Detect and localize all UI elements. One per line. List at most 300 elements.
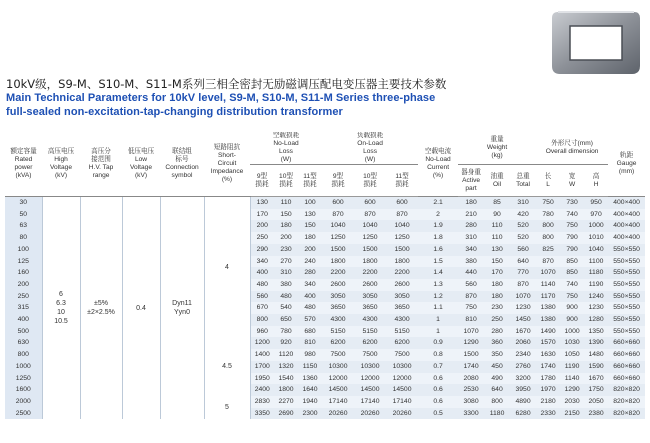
transformer-core-image — [548, 4, 644, 80]
header-line: 宽 — [568, 172, 576, 180]
cell-ol-s9: 17140 — [322, 396, 354, 408]
cell-dim-W: 750 — [560, 220, 584, 232]
cell-ol-s11: 870 — [386, 209, 418, 221]
header-line: 长 — [544, 172, 552, 180]
cell-weight-oil: 110 — [484, 232, 510, 244]
sub-ol-s10 — [354, 165, 386, 197]
cell-ol-s10: 2600 — [354, 279, 386, 291]
cell-weight-active: 340 — [458, 244, 484, 256]
sub-nl-s9 — [250, 165, 274, 197]
cell-weight-oil: 640 — [484, 384, 510, 396]
cell-dim-L: 1380 — [536, 314, 560, 326]
header-line: range — [92, 172, 110, 179]
cell-noload-current: 0.5 — [418, 408, 458, 420]
cell-nl-s11: 680 — [298, 326, 322, 338]
cell-noload-current: 1 — [418, 326, 458, 338]
header-line: Gauge — [616, 160, 637, 167]
cell-nl-s9: 1700 — [250, 361, 274, 373]
cell-nl-s11: 1360 — [298, 373, 322, 385]
header-line: (mm) — [618, 168, 635, 175]
sub-nl-s10 — [274, 165, 298, 197]
cell-dim-L: 780 — [536, 209, 560, 221]
cell-dim-L: 1170 — [536, 291, 560, 303]
cell-dim-L: 2330 — [536, 408, 560, 420]
header-line: 损耗 — [279, 180, 293, 188]
cell-dim-L: 2180 — [536, 396, 560, 408]
cell-dim-L: 1740 — [536, 361, 560, 373]
cell-weight-total: 1450 — [510, 314, 536, 326]
cell-gauge: 550×550 — [608, 314, 645, 326]
cell-dim-L: 800 — [536, 220, 560, 232]
cell-ol-s10: 7500 — [354, 349, 386, 361]
cell-dim-L: 825 — [536, 244, 560, 256]
cell-dim-L: 1140 — [536, 279, 560, 291]
cell-nl-s11: 1940 — [298, 396, 322, 408]
cell-line: Dyn11 — [172, 300, 192, 308]
cell-nl-s11: 240 — [298, 256, 322, 268]
cell-ol-s10: 20260 — [354, 408, 386, 420]
cell-line: Yyn0 — [174, 309, 190, 317]
cell-weight-oil: 450 — [484, 361, 510, 373]
cell-noload-current: 1.3 — [418, 279, 458, 291]
cell-nl-s9: 290 — [250, 244, 274, 256]
cell-gauge: 550×550 — [608, 279, 645, 291]
header-line: No-Load — [425, 156, 451, 163]
cell-gauge: 660×660 — [608, 337, 645, 349]
cell-weight-oil: 180 — [484, 279, 510, 291]
cell-weight-active: 750 — [458, 302, 484, 314]
cell-rated-power: 30 — [5, 197, 42, 209]
cell-weight-total: 770 — [510, 267, 536, 279]
header-line: 额定容量 — [10, 148, 37, 155]
header-line: (kVA) — [15, 172, 32, 179]
cell-weight-oil: 280 — [484, 326, 510, 338]
cell-dim-H: 1180 — [584, 267, 608, 279]
cell-noload-current: 2.1 — [418, 197, 458, 209]
cell-ol-s9: 4300 — [322, 314, 354, 326]
cell-nl-s10: 310 — [274, 267, 298, 279]
cell-impedance: 5 — [204, 396, 250, 419]
cell-dim-L: 1070 — [536, 267, 560, 279]
header-line: (W) — [364, 156, 376, 163]
cell-weight-active: 810 — [458, 314, 484, 326]
header-line: 9型 — [332, 172, 344, 180]
cell-nl-s9: 130 — [250, 197, 274, 209]
header-connection — [160, 132, 204, 197]
cell-rated-power: 500 — [5, 326, 42, 338]
cell-ol-s9: 6200 — [322, 337, 354, 349]
cell-weight-active: 1070 — [458, 326, 484, 338]
header-line: 器身重 — [461, 168, 481, 176]
cell-ol-s11: 17140 — [386, 396, 418, 408]
cell-weight-oil: 85 — [484, 197, 510, 209]
cell-dim-W: 1290 — [560, 384, 584, 396]
cell-nl-s9: 1400 — [250, 349, 274, 361]
cell-noload-current: 1.6 — [418, 244, 458, 256]
cell-nl-s10: 480 — [274, 291, 298, 303]
title-english-line2: full-sealed non-excitation-tap-changing distribution transformer — [6, 106, 343, 118]
cell-nl-s10: 2690 — [274, 408, 298, 420]
header-line: 11型 — [303, 172, 317, 180]
cell-weight-total: 2760 — [510, 361, 536, 373]
header-line: Rated — [14, 156, 33, 163]
cell-dim-H: 1240 — [584, 291, 608, 303]
header-line: power — [14, 164, 33, 171]
cell-weight-active: 2080 — [458, 373, 484, 385]
cell-ol-s10: 3650 — [354, 302, 386, 314]
cell-nl-s11: 280 — [298, 267, 322, 279]
cell-nl-s9: 2400 — [250, 384, 274, 396]
parameters-table — [5, 132, 645, 419]
cell-weight-oil: 800 — [484, 396, 510, 408]
cell-ol-s11: 6200 — [386, 337, 418, 349]
cell-ol-s9: 1500 — [322, 244, 354, 256]
header-line: 损耗 — [303, 180, 317, 188]
cell-nl-s11: 180 — [298, 232, 322, 244]
header-line: 重量 — [490, 136, 504, 143]
cell-noload-current: 0.6 — [418, 373, 458, 385]
cell-ol-s10: 600 — [354, 197, 386, 209]
cell-line: 10 — [57, 309, 65, 317]
header-line: No-Load — [273, 140, 299, 147]
cell-weight-active: 440 — [458, 267, 484, 279]
sub-nl-s11 — [298, 165, 322, 197]
cell-dim-H: 1040 — [584, 244, 608, 256]
cell-nl-s10: 230 — [274, 244, 298, 256]
cell-nl-s9: 200 — [250, 220, 274, 232]
header-line: Voltage — [50, 164, 72, 171]
cell-ol-s10: 1800 — [354, 256, 386, 268]
header-line: H — [593, 180, 599, 188]
cell-dim-H: 950 — [584, 197, 608, 209]
header-noload-loss — [250, 132, 322, 165]
cell-dim-W: 900 — [560, 302, 584, 314]
cell-line: ±5% — [94, 300, 108, 308]
cell-weight-oil: 350 — [484, 349, 510, 361]
cell-ol-s9: 12000 — [322, 373, 354, 385]
cell-gauge: 550×550 — [608, 302, 645, 314]
cell-weight-total: 520 — [510, 220, 536, 232]
cell-ol-s11: 1250 — [386, 232, 418, 244]
header-line: H.V. Tap — [88, 164, 114, 171]
header-line: 损耗 — [363, 180, 377, 188]
cell-weight-total: 1670 — [510, 326, 536, 338]
cell-weight-active: 3300 — [458, 408, 484, 420]
cell-dim-W: 850 — [560, 256, 584, 268]
cell-nl-s10: 1320 — [274, 361, 298, 373]
cell-nl-s11: 130 — [298, 209, 322, 221]
header-line: 轨距 — [619, 152, 634, 159]
cell-gauge: 400×400 — [608, 232, 645, 244]
cell-noload-current: 1 — [418, 314, 458, 326]
cell-dim-W: 740 — [560, 279, 584, 291]
cell-ol-s9: 1800 — [322, 256, 354, 268]
cell-ol-s10: 14500 — [354, 384, 386, 396]
cell-weight-oil: 180 — [484, 291, 510, 303]
cell-weight-total: 420 — [510, 209, 536, 221]
header-line: Connection — [165, 164, 199, 171]
header-line: Current — [427, 164, 450, 171]
cell-rated-power: 80 — [5, 232, 42, 244]
cell-weight-total: 6280 — [510, 408, 536, 420]
cell-ol-s11: 3650 — [386, 302, 418, 314]
cell-nl-s9: 1950 — [250, 373, 274, 385]
cell-rated-power: 2000 — [5, 396, 42, 408]
cell-gauge: 400×400 — [608, 197, 645, 209]
header-line: 损耗 — [255, 180, 269, 188]
header-line: 空载电流 — [424, 148, 452, 155]
cell-weight-total: 640 — [510, 256, 536, 268]
header-impedance — [204, 132, 250, 197]
cell-dim-L: 1630 — [536, 349, 560, 361]
header-weight — [458, 132, 536, 165]
sub-ol-s11 — [386, 165, 418, 197]
cell-weight-total: 560 — [510, 244, 536, 256]
cell-noload-current: 0.9 — [418, 337, 458, 349]
cell-weight-oil: 130 — [484, 244, 510, 256]
cell-dim-L: 1570 — [536, 337, 560, 349]
cell-nl-s9: 250 — [250, 232, 274, 244]
cell-weight-total: 2060 — [510, 337, 536, 349]
cell-weight-active: 560 — [458, 279, 484, 291]
cell-weight-active: 870 — [458, 291, 484, 303]
header-line: (%) — [432, 172, 444, 179]
cell-weight-total: 870 — [510, 279, 536, 291]
cell-nl-s9: 670 — [250, 302, 274, 314]
header-line: L — [546, 180, 550, 188]
header-line: symbol — [171, 172, 193, 179]
cell-ol-s9: 20260 — [322, 408, 354, 420]
sub-L — [536, 165, 560, 197]
cell-hv-voltage — [42, 197, 80, 420]
cell-nl-s10: 650 — [274, 314, 298, 326]
cell-ol-s11: 2600 — [386, 279, 418, 291]
cell-ol-s10: 870 — [354, 209, 386, 221]
cell-weight-oil: 150 — [484, 256, 510, 268]
cell-nl-s11: 1640 — [298, 384, 322, 396]
cell-nl-s9: 800 — [250, 314, 274, 326]
cell-dim-L: 1780 — [536, 373, 560, 385]
cell-nl-s10: 270 — [274, 256, 298, 268]
header-line: 联结组 — [172, 148, 192, 155]
cell-nl-s10: 110 — [274, 197, 298, 209]
cell-ol-s9: 2200 — [322, 267, 354, 279]
cell-noload-current: 1.4 — [418, 267, 458, 279]
cell-gauge: 660×660 — [608, 373, 645, 385]
cell-weight-total: 310 — [510, 197, 536, 209]
header-line: 标号 — [175, 156, 189, 163]
header-noload-current — [418, 132, 458, 197]
cell-ol-s9: 1040 — [322, 220, 354, 232]
header-line: 10型 — [363, 172, 377, 180]
cell-rated-power: 1250 — [5, 373, 42, 385]
cell-nl-s9: 170 — [250, 209, 274, 221]
header-line: 高压分 — [91, 148, 111, 155]
cell-ol-s11: 1040 — [386, 220, 418, 232]
cell-line: 6.3 — [56, 300, 66, 308]
cell-dim-H: 1750 — [584, 384, 608, 396]
cell-dim-W: 740 — [560, 209, 584, 221]
cell-dim-H: 970 — [584, 209, 608, 221]
header-line: W — [568, 180, 576, 188]
table-row — [5, 197, 645, 209]
cell-noload-current: 0.6 — [418, 384, 458, 396]
header-line: On-Load — [357, 140, 383, 147]
cell-dim-W: 750 — [560, 291, 584, 303]
cell-ol-s10: 3050 — [354, 291, 386, 303]
cell-dim-W: 790 — [560, 232, 584, 244]
cell-weight-active: 380 — [458, 256, 484, 268]
cell-weight-total: 4890 — [510, 396, 536, 408]
cell-nl-s11: 570 — [298, 314, 322, 326]
cell-gauge: 820×820 — [608, 384, 645, 396]
header-lv — [122, 132, 160, 197]
cell-dim-H: 1280 — [584, 314, 608, 326]
cell-tap-range — [80, 197, 122, 420]
header-rated-power — [5, 132, 42, 197]
cell-dim-H: 1350 — [584, 326, 608, 338]
cell-weight-active: 210 — [458, 209, 484, 221]
header-line: Loss — [363, 148, 378, 155]
cell-ol-s11: 14500 — [386, 384, 418, 396]
cell-nl-s10: 200 — [274, 232, 298, 244]
cell-nl-s9: 1200 — [250, 337, 274, 349]
cell-noload-current: 1.8 — [418, 232, 458, 244]
cell-nl-s11: 980 — [298, 349, 322, 361]
cell-nl-s9: 560 — [250, 291, 274, 303]
cell-ol-s10: 10300 — [354, 361, 386, 373]
cell-ol-s10: 4300 — [354, 314, 386, 326]
cell-dim-H: 1010 — [584, 232, 608, 244]
cell-ol-s10: 2200 — [354, 267, 386, 279]
table-body — [5, 197, 645, 420]
cell-rated-power: 800 — [5, 349, 42, 361]
cell-nl-s11: 480 — [298, 302, 322, 314]
cell-nl-s10: 1540 — [274, 373, 298, 385]
cell-gauge: 550×550 — [608, 244, 645, 256]
header-line: (kg) — [491, 152, 503, 159]
cell-dim-W: 2030 — [560, 396, 584, 408]
cell-nl-s9: 3350 — [250, 408, 274, 420]
cell-dim-H: 1000 — [584, 220, 608, 232]
cell-ol-s9: 10300 — [322, 361, 354, 373]
cell-gauge: 660×660 — [608, 349, 645, 361]
cell-weight-active: 3080 — [458, 396, 484, 408]
cell-dim-W: 2150 — [560, 408, 584, 420]
header-line: 高压电压 — [47, 148, 75, 155]
header-line: (W) — [280, 156, 292, 163]
cell-rated-power: 400 — [5, 314, 42, 326]
header-line: Circuit — [217, 160, 237, 167]
cell-nl-s9: 480 — [250, 279, 274, 291]
cell-ol-s10: 17140 — [354, 396, 386, 408]
cell-weight-total: 520 — [510, 232, 536, 244]
sub-active — [458, 165, 484, 197]
cell-dim-W: 1140 — [560, 373, 584, 385]
header-line: 10型 — [279, 172, 293, 180]
cell-line: ±2×2.5% — [87, 309, 115, 317]
cell-ol-s11: 5150 — [386, 326, 418, 338]
cell-weight-oil: 230 — [484, 302, 510, 314]
header-line: (%) — [221, 176, 233, 183]
cell-noload-current: 0.8 — [418, 349, 458, 361]
cell-dim-W: 850 — [560, 267, 584, 279]
header-line: 总重 — [516, 172, 530, 180]
header-line: 空载损耗 — [272, 132, 300, 139]
cell-noload-current: 2 — [418, 209, 458, 221]
cell-noload-current: 1.5 — [418, 256, 458, 268]
cell-nl-s10: 180 — [274, 220, 298, 232]
cell-nl-s10: 920 — [274, 337, 298, 349]
cell-noload-current: 1.1 — [418, 302, 458, 314]
cell-ol-s9: 14500 — [322, 384, 354, 396]
header-line: 损耗 — [331, 180, 345, 188]
cell-impedance: 4.5 — [204, 337, 250, 396]
sub-total — [510, 165, 536, 197]
header-line: 油重 — [490, 172, 504, 180]
title-english-line1: Main Technical Parameters for 10kV level, S9-M, S10-M, S11-M Series three-phase — [6, 92, 436, 104]
cell-ol-s9: 5150 — [322, 326, 354, 338]
cell-gauge: 820×820 — [608, 396, 645, 408]
cell-impedance: 4 — [204, 197, 250, 338]
cell-gauge: 550×550 — [608, 291, 645, 303]
header-line: Oil — [493, 180, 502, 188]
cell-weight-active: 180 — [458, 197, 484, 209]
cell-rated-power: 50 — [5, 209, 42, 221]
header-line: Impedance — [210, 168, 244, 175]
cell-nl-s10: 780 — [274, 326, 298, 338]
cell-ol-s11: 1500 — [386, 244, 418, 256]
cell-dim-W: 790 — [560, 244, 584, 256]
cell-nl-s10: 2270 — [274, 396, 298, 408]
cell-rated-power: 200 — [5, 279, 42, 291]
cell-dim-H: 1100 — [584, 256, 608, 268]
cell-dim-H: 2380 — [584, 408, 608, 420]
cell-ol-s11: 4300 — [386, 314, 418, 326]
cell-nl-s10: 150 — [274, 209, 298, 221]
cell-nl-s11: 150 — [298, 220, 322, 232]
cell-gauge: 550×550 — [608, 267, 645, 279]
cell-line: 6 — [59, 291, 63, 299]
cell-ol-s10: 1040 — [354, 220, 386, 232]
cell-nl-s10: 1120 — [274, 349, 298, 361]
cell-nl-s10: 380 — [274, 279, 298, 291]
title-chinese: 10kV级，S9-M、S10-M、S11-M系列三相全密封无励磁调压配电变压器主要技术参数 — [6, 77, 447, 91]
cell-weight-oil: 90 — [484, 209, 510, 221]
header-line: (kV) — [54, 172, 68, 179]
header-line: Weight — [486, 144, 508, 151]
cell-weight-oil: 490 — [484, 373, 510, 385]
header-line: 损耗 — [395, 180, 409, 188]
sub-H — [584, 165, 608, 197]
cell-weight-total: 2340 — [510, 349, 536, 361]
cell-nl-s10: 1800 — [274, 384, 298, 396]
cell-dim-L: 1380 — [536, 302, 560, 314]
cell-nl-s11: 100 — [298, 197, 322, 209]
cell-lv-voltage: 0.4 — [122, 197, 160, 420]
cell-ol-s11: 3050 — [386, 291, 418, 303]
cell-gauge: 550×550 — [608, 326, 645, 338]
cell-rated-power: 125 — [5, 256, 42, 268]
header-line: Loss — [279, 148, 293, 155]
cell-connection — [160, 197, 204, 420]
cell-weight-active: 1740 — [458, 361, 484, 373]
header-line: 低压电压 — [127, 148, 155, 155]
cell-ol-s11: 600 — [386, 197, 418, 209]
cell-ol-s9: 7500 — [322, 349, 354, 361]
cell-rated-power: 250 — [5, 291, 42, 303]
cell-rated-power: 160 — [5, 267, 42, 279]
